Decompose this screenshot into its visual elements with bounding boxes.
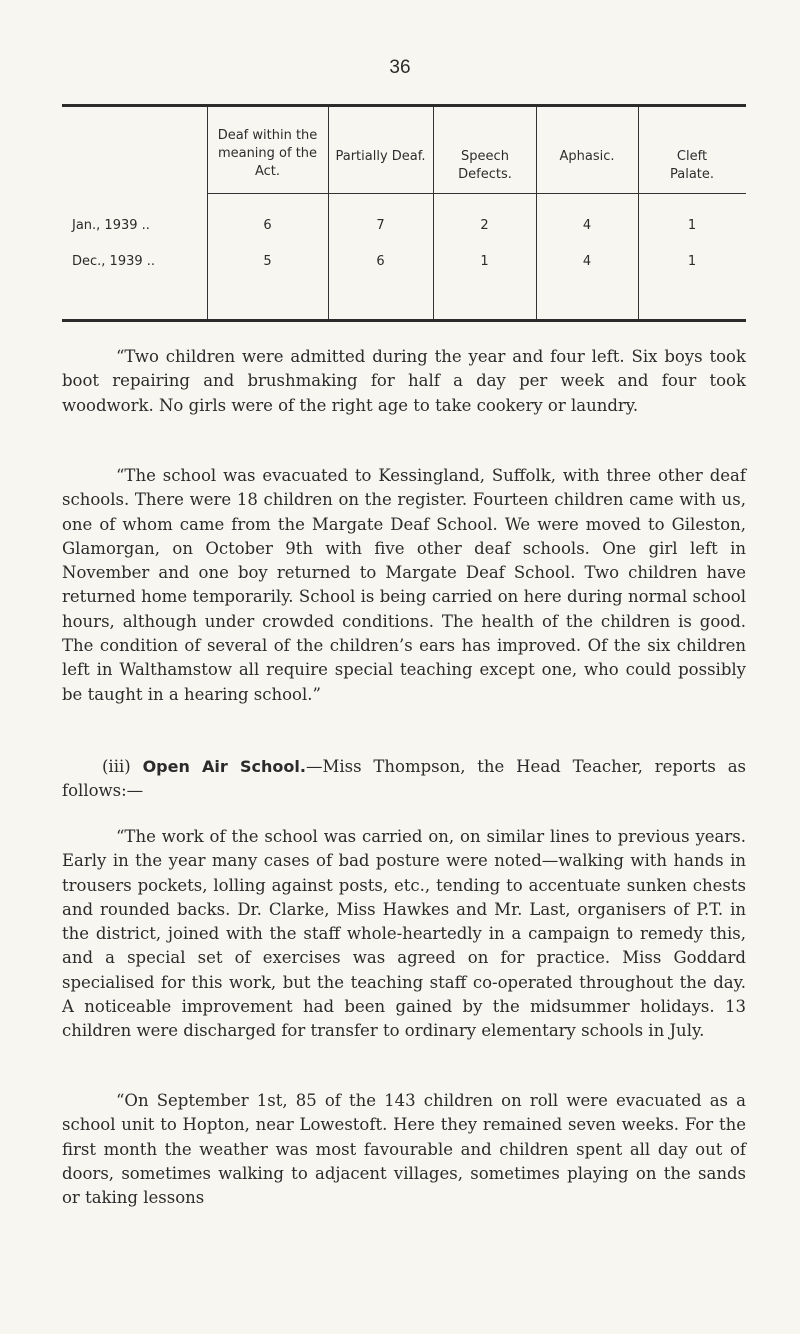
table-cell: 1	[687, 218, 697, 233]
paragraph-evacuation-hopton: “On September 1st, 85 of the 143 children on roll were evacuated as a school unit to Hopton, near Lowestoft. Here they remained seven weeks. For the first month the weather was most favourable and children spent all day out of doors, sometimes walking to adjacent villages, sometimes playing on the sands or taking lessons	[62, 1091, 746, 1208]
table-cell: 4	[582, 254, 592, 269]
paragraph-posture-campaign: “The work of the school was carried on, on similar lines to previous years. Early in the year many cases of bad posture were noted—walking with hands in trousers pockets, lolling against posts, etc., tending to accentuate sunken chests and rounded backs. Dr. Clarke, Miss Hawkes and Mr. Last, organisers of P.T. in the district, joined with the staff whole-heartedly in a campaign to remedy this, and a special set of exercises was agreed on for practice. Miss Goddard specialised for this work, but the teaching staff co-operated throughout the day. A noticeable improvement had been gained by the midsummer holidays. 13 children were discharged for transfer to ordinary elementary schools in July.	[62, 827, 746, 1041]
table-cell: 4	[582, 218, 592, 233]
table-column-divider	[638, 107, 639, 319]
table-top-rule	[62, 104, 746, 107]
section-number: (iii)	[102, 757, 131, 776]
table-cell: 1	[687, 254, 697, 269]
table-bottom-rule	[62, 319, 746, 322]
table-cell: 2	[480, 218, 489, 233]
column-header-speech-defects: Speech Defects.	[458, 149, 512, 182]
column-header-deaf-within-act: Deaf within the meaning of the Act.	[217, 128, 318, 179]
paragraph-open-air-school-intro	[62, 755, 746, 804]
column-header-aphasic: Aphasic.	[559, 149, 615, 164]
table-column-divider	[536, 107, 537, 319]
table-column-divider	[433, 107, 434, 319]
paragraph-admissions: “Two children were admitted during the year and four left. Six boys took boot repairing and brushmaking for half a day per week and four took woodwork. No girls were of the right age to take cookery or laundry.	[62, 347, 746, 415]
row-label-jan-1939: Jan., 1939 ..	[72, 218, 150, 233]
table-cell: 6	[376, 254, 385, 269]
table-column-divider	[328, 107, 329, 319]
statistics-table	[62, 104, 746, 322]
paragraph-evacuation-deaf-school: “The school was evacuated to Kessingland, Suffolk, with three other deaf schools. There were 18 children on the register. Fourteen children came with us, one of whom came from the Margate Deaf School. We were moved to Gileston, Glamorgan, on October 9th with five other deaf schools. One girl left in November and one boy returned to Margate Deaf School. Two children have returned home temporarily. School is being carried on here during normal school hours, although under crowded conditions. The health of the children is good. The condition of several of the children’s ears has improved. Of the six children left in Walthamstow all require special teaching except one, who could possibly be taught in a hearing school.”	[62, 466, 746, 704]
table-cell: 7	[376, 218, 385, 233]
page-number: 36	[389, 57, 411, 78]
section-heading-open-air-school: Open Air School.	[142, 757, 306, 776]
table-cell: 5	[263, 254, 272, 269]
table-cell: 1	[480, 254, 489, 269]
column-header-partially-deaf: Partially Deaf.	[335, 149, 426, 164]
table-cell: 6	[263, 218, 272, 233]
row-label-dec-1939: Dec., 1939 ..	[72, 254, 156, 269]
column-header-cleft-palate: Cleft Palate.	[669, 149, 715, 182]
section-intro-text: —Miss Thompson, the Head Teacher, reports as follows:—	[62, 757, 746, 801]
table-header-rule	[207, 193, 746, 194]
